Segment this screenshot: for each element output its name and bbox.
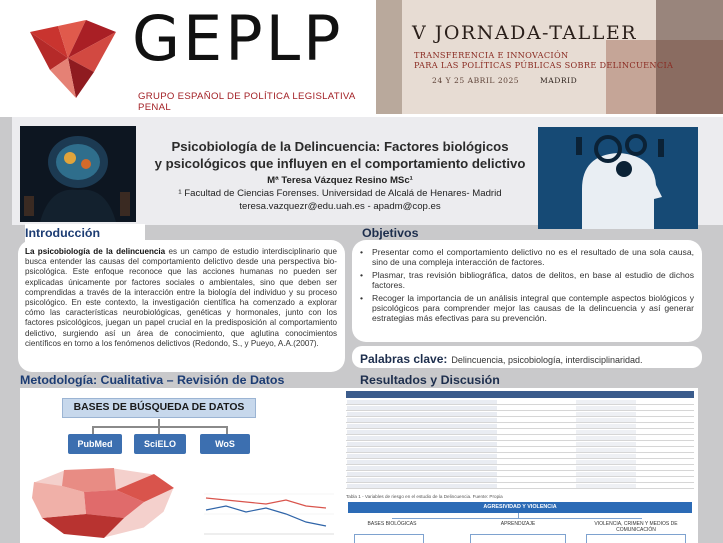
bullet-icon: • — [360, 269, 364, 280]
table-caption: Tabla 1 - Variables de riesgo en el estudio de la Delincuencia. Fuente: Propia — [346, 494, 503, 499]
objective-text: Presentar como el comportamiento delictivo no es el resultado de una sola causa, sino de una compleja interacción de factores. — [372, 247, 694, 268]
author: Mª Teresa Vázquez Resino MSc¹ — [267, 175, 413, 186]
connector-line — [226, 426, 228, 434]
table-row — [346, 448, 694, 453]
connector-line — [92, 426, 228, 428]
branch-media: VIOLENCIA, CRIMEN Y MEDIOS DE COMUNICACIÓN — [594, 521, 678, 533]
objectives-heading: Objetivos — [362, 226, 419, 240]
geplp-logo — [10, 4, 370, 112]
affiliation: ¹ Facultad de Ciencias Forenses. Universidad de Alcalá de Henares- Madrid — [178, 188, 502, 199]
table-row — [346, 472, 694, 477]
table-row — [346, 442, 694, 447]
objective-item — [356, 247, 694, 268]
brain-illustration-left — [20, 126, 136, 222]
table-row — [346, 400, 694, 405]
results-panel — [342, 388, 698, 543]
table-row — [346, 418, 694, 423]
methodology-panel — [20, 388, 342, 543]
table-row — [346, 460, 694, 465]
trend-line-chart — [200, 464, 338, 542]
diagram-node — [586, 534, 686, 543]
table-header — [346, 391, 694, 398]
event-banner — [376, 0, 723, 114]
org-acronym: GEPLP — [132, 2, 344, 75]
origami-bird-icon — [28, 18, 118, 100]
poster-title-line-2: y psicológicos que influyen en el comportamiento delictivo — [154, 156, 526, 171]
database-scielo: SciELO — [134, 434, 186, 454]
connector-line — [158, 426, 160, 434]
table-row — [346, 478, 694, 483]
contact-email: teresa.vazquezr@edu.uah.es - apadm@cop.es — [239, 201, 441, 212]
event-subtitle-1: TRANSFERENCIA E INNOVACIÓN — [414, 50, 569, 60]
table-row — [346, 484, 694, 489]
introduction-lead: La psicobiología de la delincuencia — [25, 247, 166, 256]
table-row — [346, 454, 694, 459]
table-row — [346, 412, 694, 417]
introduction-body: es un campo de estudio interdisciplinario que busca entender las causas del comportamiento delictivo desde una perspectiva bio-psicológica. Este enfoque reconoce que las acciones humanas no pueden ser explicadas únicamente por factores sociales o ambientales, sino que deben ser comprendidas a través de la interacción entre la biología del individuo y su proceso psicológico. En este contexto, la investigación científica ha comenzado a explorar cómo las características neurobiológicas, genéticas y hormonales, junto con los factores psicológicos, juegan un papel crucial en la predisposición al comportamiento delictivo, surgiendo así un área de conocimiento, que aglutina conocimientos científicos en torno a los fenómenos delictivos (Redondo, S., y Pueyo, A.A.(2007). — [25, 247, 337, 348]
objectives-list — [356, 247, 694, 324]
bullet-icon: • — [360, 247, 364, 257]
table-row — [346, 430, 694, 435]
poster-title — [150, 138, 530, 172]
introduction-heading: Introducción — [25, 224, 145, 242]
diagram-node — [470, 534, 566, 543]
database-wos: WoS — [200, 434, 250, 454]
objective-item — [356, 293, 694, 324]
objectives-card — [352, 240, 702, 342]
head-gears-illustration-right — [538, 127, 698, 229]
table-row — [346, 406, 694, 411]
diagram-title: AGRESIVIDAD Y VIOLENCIA — [348, 502, 692, 513]
table-row — [346, 436, 694, 441]
databases-title: BASES DE BÚSQUEDA DE DATOS — [62, 398, 256, 418]
keywords-card — [352, 346, 702, 368]
introduction-text — [25, 247, 337, 349]
branch-biological: BASES BIOLÓGICAS — [367, 521, 417, 527]
org-name: GRUPO ESPAÑOL DE POLÍTICA LEGISLATIVA PENAL — [138, 91, 356, 113]
keywords-label: Palabras clave: — [360, 352, 448, 366]
keywords-text: Delincuencia, psicobiología, interdisciplinaridad. — [451, 355, 643, 365]
objective-text: Plasmar, tras revisión bibliográfica, datos de delitos, en base al estudio de dichos factores. — [372, 269, 694, 291]
table-row — [346, 466, 694, 471]
spain-crime-map — [24, 462, 194, 543]
connector-line — [392, 518, 642, 519]
introduction-card — [18, 240, 345, 372]
event-city: MADRID — [540, 76, 578, 85]
branch-learning: APRENDIZAJE — [500, 521, 536, 527]
objective-item — [356, 270, 694, 291]
connector-line — [92, 426, 94, 434]
database-pubmed: PubMed — [68, 434, 122, 454]
banner-decoration-dark — [656, 0, 723, 114]
poster-header — [0, 0, 723, 117]
methodology-heading: Metodología: Cualitativa – Revisión de Datos — [20, 373, 285, 387]
banner-edge — [376, 0, 402, 114]
table-row — [346, 424, 694, 429]
event-title: V JORNADA-TALLER — [412, 22, 638, 44]
diagram-node — [354, 534, 424, 543]
bullet-icon: • — [360, 292, 364, 303]
results-heading: Resultados y Discusión — [360, 373, 500, 387]
objective-text: Recoger la importancia de un análisis integral que contemple aspectos biológicos y psicológicos para comprender mejor las causas de la delincuencia y así generar estrategias más efectivas para su prevención. — [372, 292, 694, 324]
event-dates: 24 Y 25 ABRIL 2025 — [432, 76, 520, 85]
poster-title-line-1: Psicobiología de la Delincuencia: Factores biológicos — [171, 139, 509, 154]
event-subtitle-2: PARA LAS POLÍTICAS PÚBLICAS SOBRE DELINCUENCIA — [414, 60, 674, 70]
